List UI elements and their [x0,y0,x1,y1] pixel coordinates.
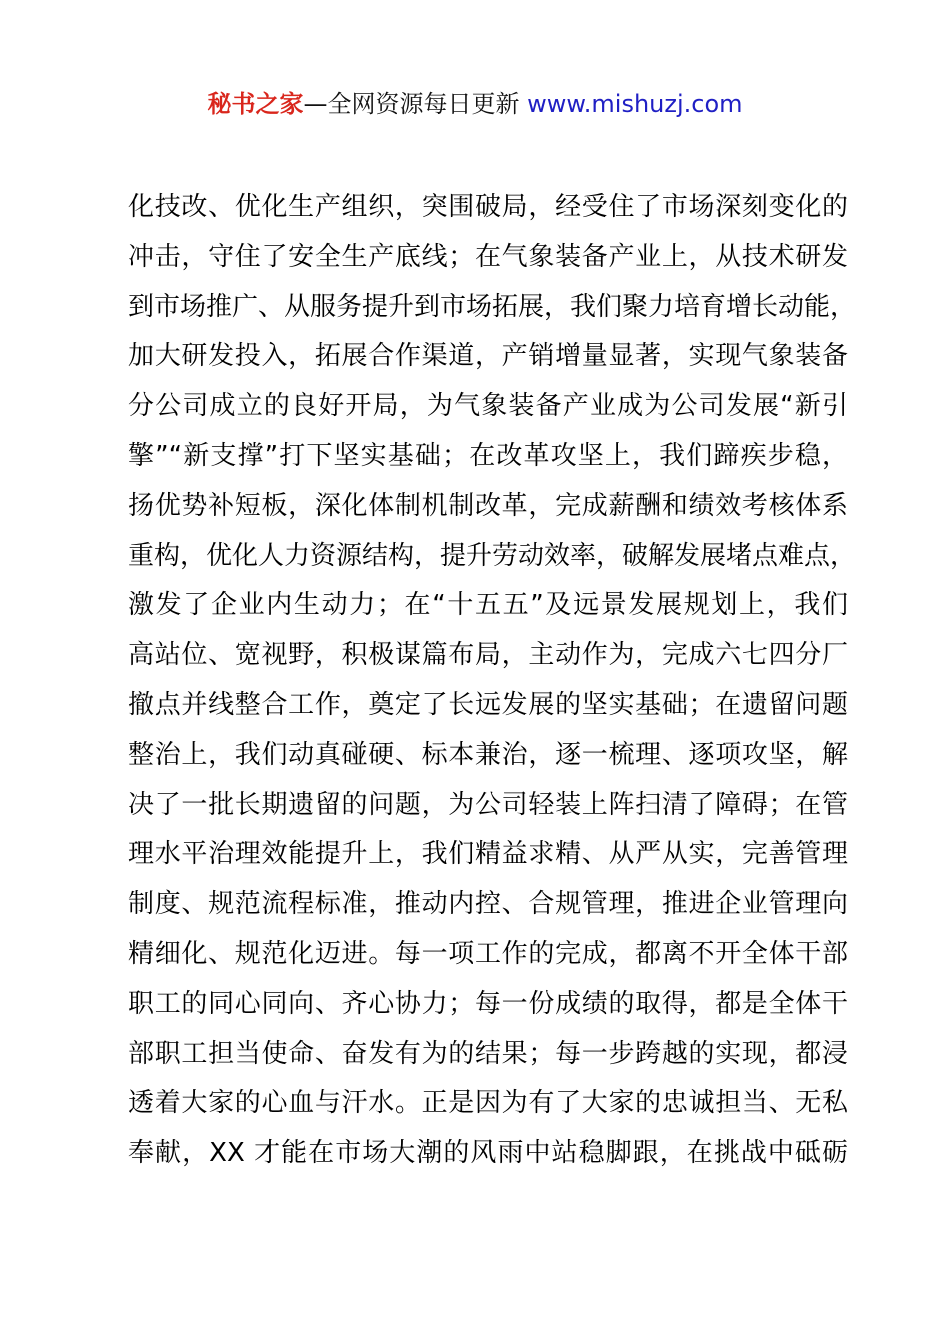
text-line: 冲击，守住了安全生产底线；在气象装备产业上，从技术研发 [128,241,848,272]
text-line: 制度、规范流程标准，推动内控、合规管理，推进企业管理向 [128,889,848,920]
text-line: 激发了企业内生动力；在“十五五”及远景发展规划上，我们 [128,590,848,621]
text-line: 部职工担当使命、奋发有为的结果；每一步跨越的实现，都浸 [128,1038,848,1069]
text-line: 决了一批长期遗留的问题，为公司轻装上阵扫清了障碍；在管 [128,789,848,820]
text-line: 奉献，XX 才能在市场大潮的风雨中站稳脚跟，在挑战中砥砺 [128,1138,848,1169]
text-line: 职工的同心同向、齐心协力；每一份成绩的取得，都是全体干 [128,988,848,1019]
text-line: 整治上，我们动真碰硬、标本兼治，逐一梳理、逐项攻坚，解 [128,739,848,770]
text-line: 透着大家的心血与汗水。正是因为有了大家的忠诚担当、无私 [128,1088,848,1119]
text-line: 精细化、规范化迈进。每一项工作的完成，都离不开全体干部 [128,938,848,969]
text-line: 加大研发投入，拓展合作渠道，产销增量显著，实现气象装备 [128,341,848,372]
site-url-link[interactable]: www.mishuzj.com [527,90,743,118]
text-line: 高站位、宽视野，积极谋篇布局，主动作为，完成六七四分厂 [128,640,848,671]
site-header [0,86,950,122]
document-body [128,183,857,1179]
text-line: 重构，优化人力资源结构，提升劳动效率，破解发展堵点难点， [128,540,857,571]
text-line: 擎”“新支撑”打下坚实基础；在改革攻坚上，我们蹄疾步稳， [128,440,848,471]
text-line: 到市场推广、从服务提升到市场拓展，我们聚力培育增长动能， [128,291,857,322]
site-brand: 秘书之家 [207,90,304,118]
text-line: 理水平治理效能提升上，我们精益求精、从严从实，完善管理 [128,839,848,870]
text-line: 化技改、优化生产组织，突围破局，经受住了市场深刻变化的 [128,192,848,222]
text-line: 撤点并线整合工作，奠定了长远发展的坚实基础；在遗留问题 [128,689,848,720]
text-line: 分公司成立的良好开局，为气象装备产业成为公司发展“新引 [128,391,848,422]
site-tagline: —全网资源每日更新 [303,90,520,118]
text-line: 扬优势补短板，深化体制机制改革，完成薪酬和绩效考核体系 [128,490,848,521]
